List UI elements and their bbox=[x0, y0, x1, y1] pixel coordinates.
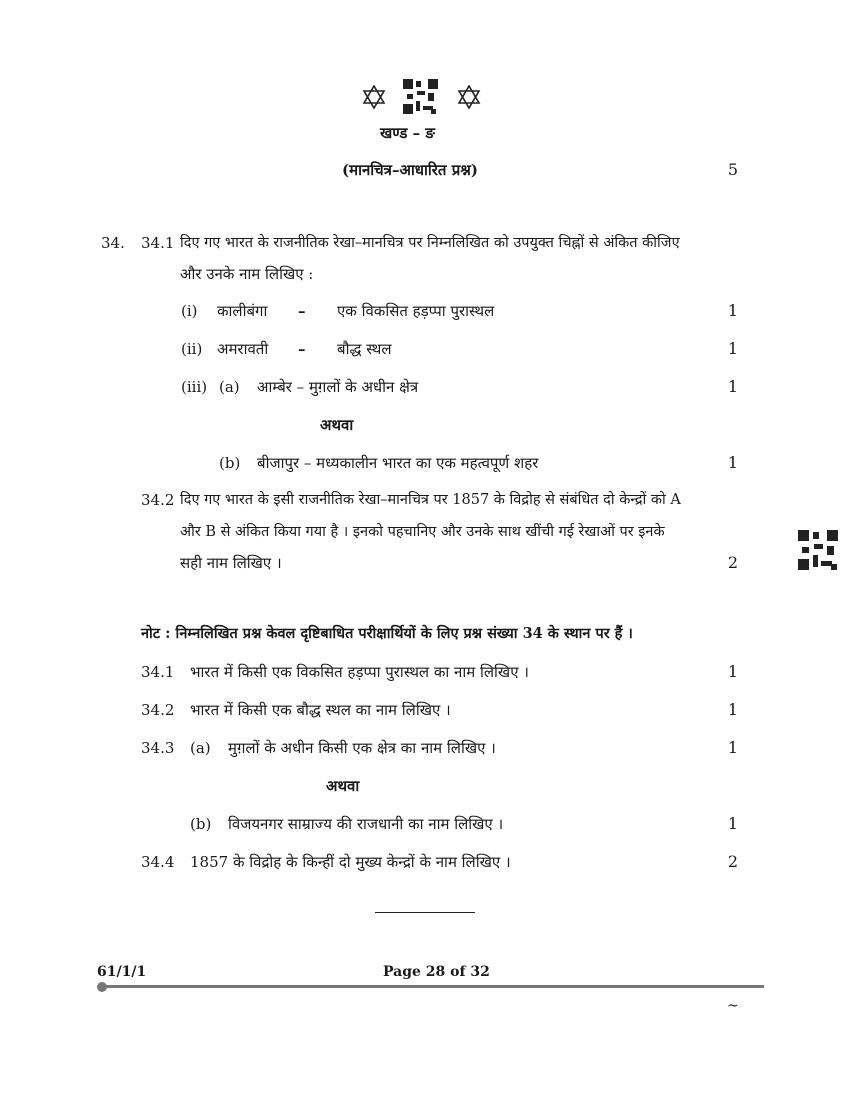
or-label: अथवा bbox=[326, 777, 360, 795]
star-of-david-icon bbox=[362, 85, 386, 109]
note-item-number: 34.2 bbox=[141, 701, 175, 719]
marks: 1 bbox=[727, 301, 738, 320]
marks: 1 bbox=[727, 814, 738, 833]
sub-item-label: (a) bbox=[190, 739, 211, 757]
marks: 2 bbox=[727, 553, 738, 572]
footer-tilde: ~ bbox=[727, 998, 739, 1014]
note-item-number: 34.1 bbox=[141, 663, 175, 681]
section-marks: 5 bbox=[727, 160, 738, 179]
dash: – bbox=[298, 340, 306, 358]
note-item-text: भारत में किसी एक बौद्ध स्थल का नाम लिखिए । bbox=[190, 701, 451, 719]
section-subtitle: (मानचित्र–आधारित प्रश्न) bbox=[342, 161, 478, 179]
place-name: अमरावती bbox=[217, 340, 269, 358]
marks: 1 bbox=[727, 662, 738, 681]
note-item-text: विजयनगर साम्राज्य की राजधानी का नाम लिखिए । bbox=[228, 815, 504, 833]
dash: – bbox=[298, 302, 306, 320]
marks: 1 bbox=[727, 700, 738, 719]
place-description: बौद्ध स्थल bbox=[337, 340, 392, 358]
end-divider bbox=[375, 912, 475, 913]
place-name: कालीबंगा bbox=[217, 302, 268, 320]
or-label: अथवा bbox=[320, 416, 354, 434]
qr-code-icon bbox=[798, 530, 838, 570]
question-text: और B से अंकित किया गया है । इनको पहचानिए और उनके साथ खींची गई रेखाओं पर इनके bbox=[180, 524, 665, 540]
question-number: 34. bbox=[101, 234, 125, 252]
note-item-text: भारत में किसी एक विकसित हड़प्पा पुरास्थल का नाम लिखिए । bbox=[190, 663, 529, 681]
sub-item-label: (b) bbox=[219, 454, 241, 472]
qr-code-icon bbox=[403, 79, 438, 114]
note-item-number: 34.4 bbox=[141, 853, 175, 871]
note-item-number: 34.3 bbox=[141, 739, 175, 757]
note-heading: नोट : निम्नलिखित प्रश्न केवल दृष्टिबाधित परीक्षार्थियों के लिए प्रश्न संख्या 34 के स्थान पर हैं । bbox=[141, 625, 633, 642]
question-text: और उनके नाम लिखिए : bbox=[180, 265, 314, 283]
question-text: दिए गए भारत के इसी राजनीतिक रेखा–मानचित्र पर 1857 के विद्रोह से संबंधित दो केन्द्रों को A bbox=[180, 492, 681, 508]
item-number: (i) bbox=[181, 302, 198, 320]
marks: 2 bbox=[727, 852, 738, 871]
marks: 1 bbox=[727, 738, 738, 757]
question-text: सही नाम लिखिए । bbox=[180, 554, 282, 572]
place-description: एक विकसित हड़प्पा पुरास्थल bbox=[337, 302, 495, 320]
section-title: खण्ड – ङ bbox=[380, 124, 435, 142]
footer-rule bbox=[104, 985, 764, 988]
marks: 1 bbox=[727, 453, 738, 472]
marks: 1 bbox=[727, 339, 738, 358]
sub-item-label: (b) bbox=[190, 815, 212, 833]
question-text: दिए गए भारत के राजनीतिक रेखा–मानचित्र पर निम्नलिखित को उपयुक्त चिह्नों से अंकित कीजिए bbox=[180, 235, 680, 251]
note-item-text: मुग़लों के अधीन किसी एक क्षेत्र का नाम लिखिए । bbox=[228, 739, 496, 757]
page-number: Page 28 of 32 bbox=[383, 964, 490, 980]
item-number: (ii) bbox=[181, 340, 203, 358]
note-item-text: 1857 के विद्रोह के किन्हीं दो मुख्य केन्द्रों के नाम लिखिए । bbox=[190, 853, 511, 871]
question-part-number: 34.1 bbox=[141, 234, 175, 252]
star-of-david-icon bbox=[457, 85, 481, 109]
item-number: (iii) bbox=[181, 378, 208, 396]
item-text: आम्बेर – मुग़लों के अधीन क्षेत्र bbox=[257, 378, 419, 396]
sub-item-label: (a) bbox=[219, 378, 240, 396]
paper-code: 61/1/1 bbox=[97, 964, 147, 980]
marks: 1 bbox=[727, 377, 738, 396]
question-part-number: 34.2 bbox=[141, 491, 175, 509]
item-text: बीजापुर – मध्यकालीन भारत का एक महत्वपूर्ण शहर bbox=[257, 454, 539, 472]
